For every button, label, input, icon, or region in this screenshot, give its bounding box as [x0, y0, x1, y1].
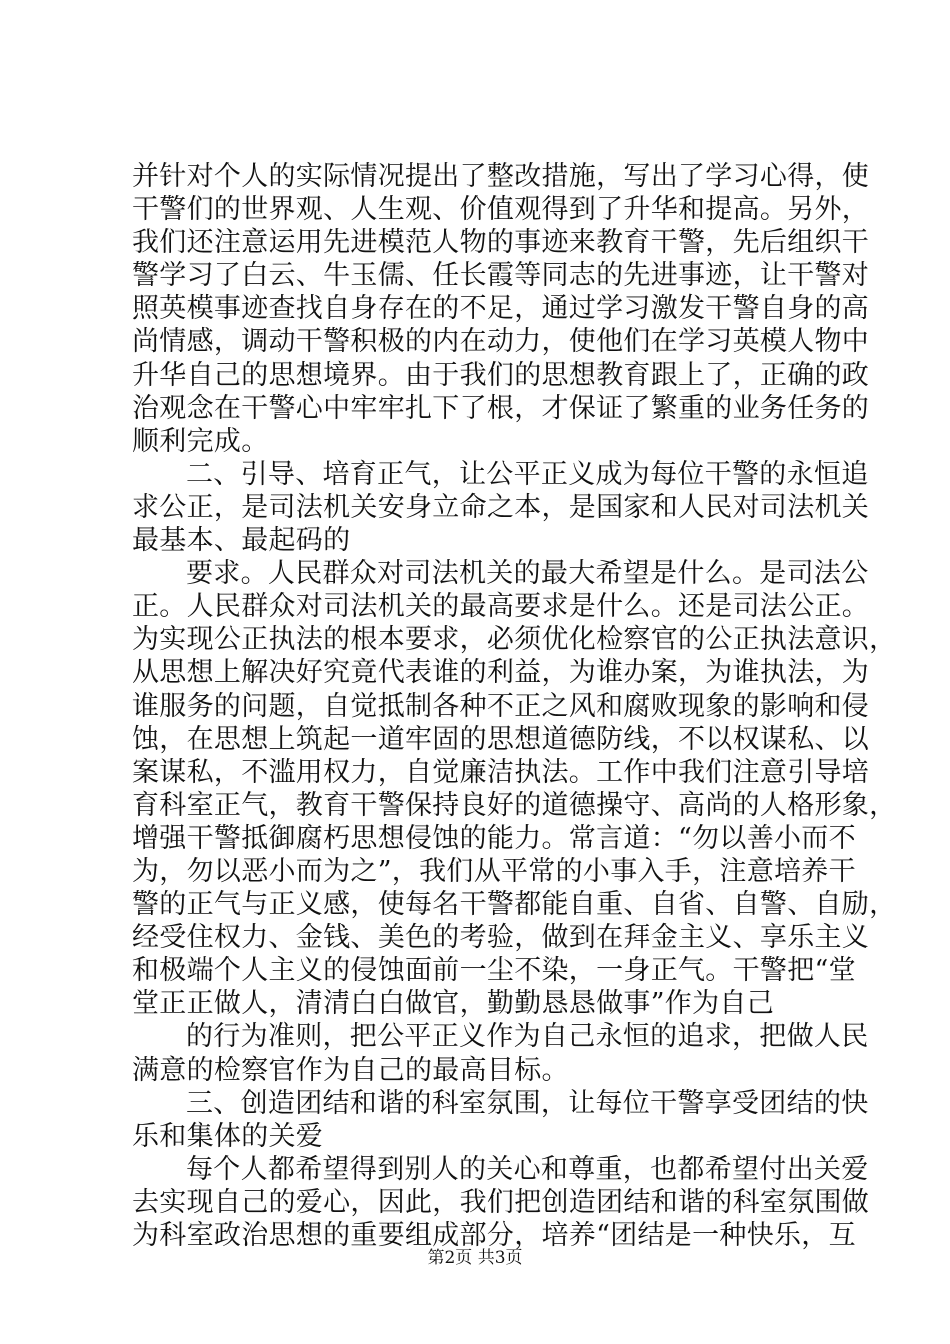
- text-line: 的行为准则，把公平正义作为自己永恒的追求，把做人民: [186, 1021, 869, 1053]
- text-line: 为实现公正执法的根本要求，必须优化检察官的公正执法意识，: [132, 624, 897, 656]
- text-line: 治观念在干警心中牢牢扎下了根，才保证了繁重的业务任务的: [132, 392, 870, 424]
- text-line: 增强干警抵御腐朽思想侵蚀的能力。常言道：“勿以善小而不: [132, 822, 856, 854]
- section-heading: 二、引导、培育正气，让公平正义成为每位干警的永恒追: [186, 458, 869, 490]
- text-line: 警学习了白云、牛玉儒、任长霞等同志的先进事迹，让干警对: [132, 260, 870, 292]
- text-line: 尚情感，调动干警积极的内在动力，使他们在学习英模人物中: [132, 326, 870, 358]
- text-line: 并针对个人的实际情况提出了整改措施，写出了学习心得，使: [132, 161, 870, 192]
- page-number-footer: 第2页 共3页: [427, 1248, 523, 1268]
- text-line: 要求。人民群众对司法机关的最大希望是什么。是司法公: [186, 558, 869, 590]
- text-line: 去实现自己的爱心，因此，我们把创造团结和谐的科室氛围做: [132, 1186, 870, 1218]
- text-line: 育科室正气，教育干警保持良好的道德操守、高尚的人格形象，: [132, 789, 897, 821]
- text-line: 为科室政治思想的重要组成部分，培养“团结是一种快乐，互: [132, 1220, 856, 1251]
- text-line: 升华自己的思想境界。由于我们的思想教育跟上了，正确的政: [132, 359, 870, 391]
- text-line: 蚀，在思想上筑起一道牢固的思想道德防线，不以权谋私、以: [132, 723, 870, 755]
- text-line: 正。人民群众对司法机关的最高要求是什么。还是司法公正。: [132, 591, 870, 623]
- body-text: [132, 160, 897, 1252]
- text-line: 警的正气与正义感，使每名干警都能自重、自省、自警、自励，: [132, 889, 897, 921]
- text-line: 求公正，是司法机关安身立命之本，是国家和人民对司法机关: [132, 491, 870, 523]
- text-line: 我们还注意运用先进模范人物的事迹来教育干警，先后组织干: [132, 227, 870, 259]
- text-line: 最基本、最起码的: [132, 525, 351, 557]
- text-line: 经受住权力、金钱、美色的考验，做到在拜金主义、享乐主义: [132, 922, 870, 954]
- section-heading: 三、创造团结和谐的科室氛围，让每位干警享受团结的快: [186, 1087, 869, 1119]
- text-line: 照英模事迹查找自身存在的不足，通过学习激发干警自身的高: [132, 293, 870, 325]
- text-line: 每个人都希望得到别人的关心和尊重，也都希望付出关爱: [186, 1153, 869, 1185]
- text-line: 和极端个人主义的侵蚀面前一尘不染，一身正气。干警把“堂: [132, 955, 856, 987]
- text-line: 顺利完成。: [132, 425, 269, 457]
- text-line: 谁服务的问题，自觉抵制各种不正之风和腐败现象的影响和侵: [132, 690, 870, 722]
- text-line: 乐和集体的关爱: [132, 1120, 324, 1152]
- text-line: 堂正正做人，清清白白做官，勤勤恳恳做事”作为自己: [132, 988, 775, 1020]
- text-line: 干警们的世界观、人生观、价值观得到了升华和提高。另外，: [132, 194, 870, 226]
- text-line: 为，勿以恶小而为之”，我们从平常的小事入手，注意培养干: [132, 855, 856, 887]
- text-line: 满意的检察官作为自己的最高目标。: [132, 1054, 569, 1086]
- text-line: 案谋私，不滥用权力，自觉廉洁执法。工作中我们注意引导培: [132, 756, 870, 788]
- text-line: 从思想上解决好究竟代表谁的利益，为谁办案，为谁执法，为: [132, 657, 870, 689]
